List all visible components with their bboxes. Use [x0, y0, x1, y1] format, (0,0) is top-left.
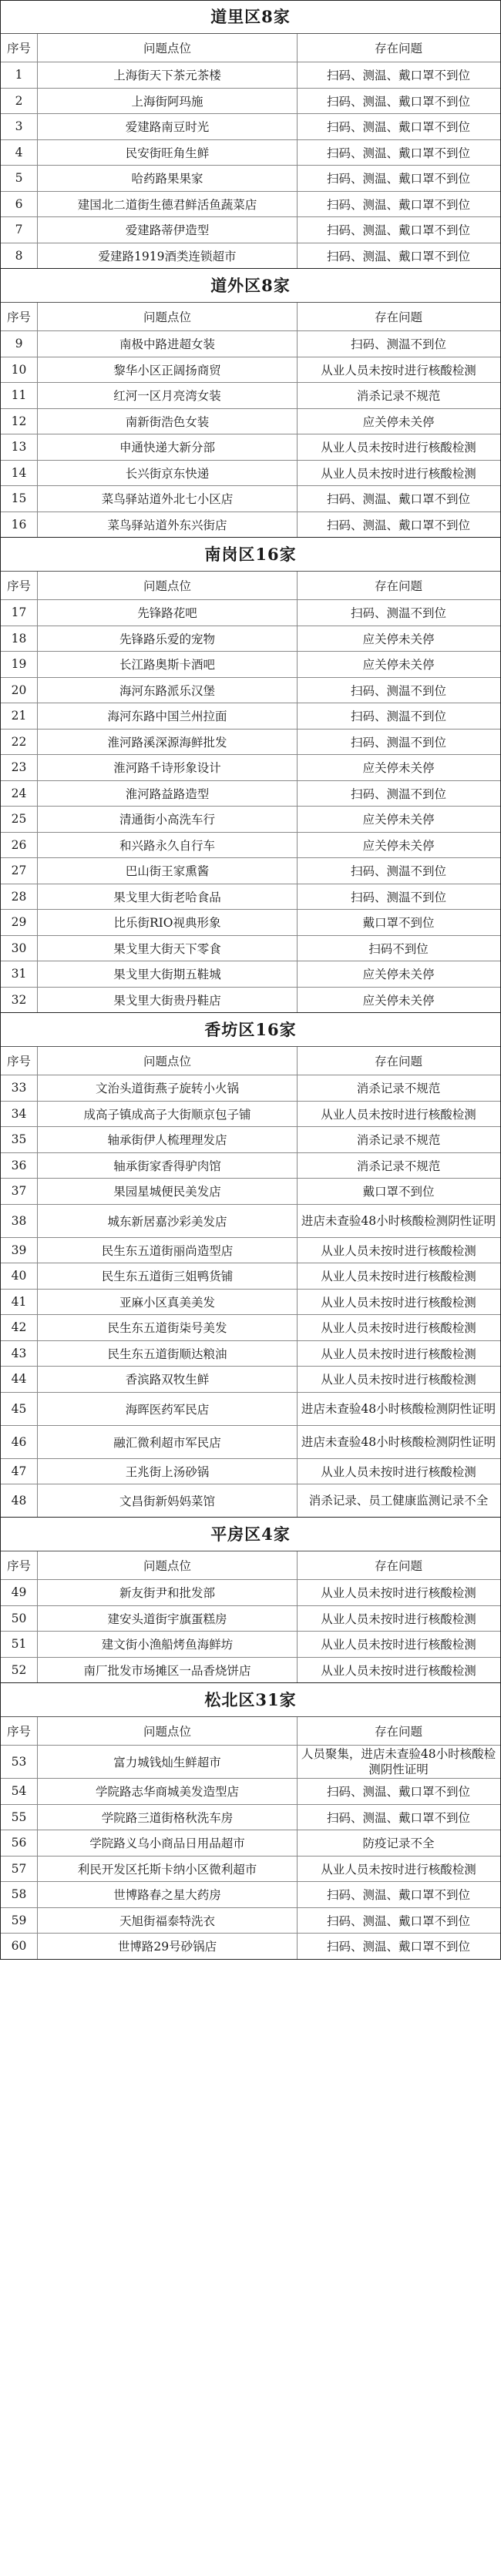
row-number: 32 — [1, 988, 38, 1013]
header-no: 序号 — [1, 572, 38, 599]
problem-description: 消杀记录不规范 — [356, 1133, 441, 1148]
row-number: 42 — [1, 1315, 38, 1340]
problem-location: 学院路义乌小商品日用品超市 — [38, 1830, 298, 1856]
table-row — [1, 1102, 500, 1128]
problem-description: 从业人员未按时进行核酸检测 — [321, 441, 476, 455]
problem-description: 从业人员未按时进行核酸检测 — [321, 466, 476, 481]
problem-location: 建国北二道街生德君鲜活鱼蔬菜店 — [38, 192, 298, 217]
row-number: 55 — [1, 1805, 38, 1830]
table-row — [1, 1290, 500, 1316]
problem-location: 文治头道街燕子旋转小火锅 — [38, 1075, 298, 1101]
problem-description: 从业人员未按时进行核酸检测 — [321, 1243, 476, 1258]
table-row — [1, 1459, 500, 1485]
district-section — [0, 1517, 501, 1682]
header-no: 序号 — [1, 1717, 38, 1745]
problem-description: 扫码、测温不到位 — [350, 337, 446, 352]
row-number: 21 — [1, 703, 38, 729]
row-number: 51 — [1, 1632, 38, 1657]
district-section — [0, 1682, 501, 1960]
problem-location: 南极中路进超女装 — [38, 331, 298, 357]
row-number: 6 — [1, 192, 38, 217]
table-row — [1, 331, 500, 357]
problem-location: 果园星城便民美发店 — [38, 1179, 298, 1204]
problem-location: 上海街阿玛施 — [38, 89, 298, 114]
row-number: 30 — [1, 936, 38, 961]
header-issue: 存在问题 — [374, 1725, 422, 1739]
problem-description: 从业人员未按时进行核酸检测 — [321, 1321, 476, 1336]
table-row — [1, 62, 500, 89]
problem-location: 南新街浩色女装 — [38, 409, 298, 434]
header-row — [1, 572, 500, 600]
problem-description: 消杀记录不规范 — [356, 1159, 441, 1173]
problem-description: 扫码、测温不到位 — [350, 606, 446, 621]
district-section — [0, 268, 501, 537]
problem-location: 新友街尹和批发部 — [38, 1580, 298, 1605]
row-number: 39 — [1, 1238, 38, 1263]
problem-location: 哈药路果果家 — [38, 166, 298, 191]
problem-location: 海河东路中国兰州拉面 — [38, 703, 298, 729]
table-row — [1, 884, 500, 911]
problem-location: 南厂批发市场摊区一品香烧饼店 — [38, 1658, 298, 1683]
row-number: 48 — [1, 1484, 38, 1517]
problem-description: 进店未查验48小时核酸检测阴性证明 — [301, 1401, 496, 1416]
problem-description: 扫码、测温、戴口罩不到位 — [326, 1888, 470, 1903]
problem-location: 淮河路益路造型 — [38, 781, 298, 807]
table-row — [1, 858, 500, 884]
row-number: 3 — [1, 114, 38, 139]
problem-description: 扫码、测温、戴口罩不到位 — [326, 120, 470, 135]
row-number: 14 — [1, 461, 38, 486]
row-number: 49 — [1, 1580, 38, 1605]
row-number: 18 — [1, 626, 38, 652]
table-row — [1, 1263, 500, 1290]
row-number: 27 — [1, 858, 38, 884]
row-number: 57 — [1, 1857, 38, 1882]
row-number: 31 — [1, 961, 38, 987]
problem-description: 进店未查验48小时核酸检测阴性证明 — [301, 1434, 496, 1449]
table-row — [1, 703, 500, 730]
problem-description: 应关停未关停 — [362, 632, 435, 646]
problem-location: 民生东五道街顺达粮油 — [38, 1341, 298, 1367]
problem-description: 应关停未关停 — [362, 968, 435, 982]
header-place: 问题点位 — [38, 34, 298, 62]
table-row — [1, 357, 500, 384]
table-row — [1, 383, 500, 409]
header-no: 序号 — [1, 1551, 38, 1579]
table-row — [1, 1746, 500, 1779]
problem-location: 上海街天下茶元茶楼 — [38, 62, 298, 88]
table-row — [1, 1484, 500, 1517]
problem-description: 应关停未关停 — [362, 658, 435, 673]
row-number: 24 — [1, 781, 38, 807]
problem-description: 从业人员未按时进行核酸检测 — [321, 1862, 476, 1877]
problem-description: 从业人员未按时进行核酸检测 — [321, 1586, 476, 1601]
problem-location: 淮河路千诗形象设计 — [38, 755, 298, 780]
problem-description: 扫码、测温不到位 — [350, 864, 446, 879]
section-title: 南岗区16家 — [1, 538, 500, 572]
section-title: 松北区31家 — [1, 1683, 500, 1717]
problem-location: 爱建路1919酒类连锁超市 — [38, 243, 298, 269]
table-row — [1, 1606, 500, 1632]
problem-description: 从业人员未按时进行核酸检测 — [321, 363, 476, 377]
table-row — [1, 1238, 500, 1264]
row-number: 52 — [1, 1658, 38, 1683]
table-row — [1, 1075, 500, 1102]
table-row — [1, 1179, 500, 1205]
header-no: 序号 — [1, 303, 38, 330]
problem-location: 民生东五道街柒号美发 — [38, 1315, 298, 1340]
district-section — [0, 537, 501, 1012]
table-row — [1, 807, 500, 833]
problem-location: 海晖医药军民店 — [38, 1393, 298, 1425]
table-row — [1, 1830, 500, 1857]
problem-description: 从业人员未按时进行核酸检测 — [321, 1464, 476, 1479]
table-row — [1, 1315, 500, 1341]
row-number: 59 — [1, 1908, 38, 1934]
row-number: 44 — [1, 1367, 38, 1392]
row-number: 2 — [1, 89, 38, 114]
problem-description: 戴口罩不到位 — [362, 916, 435, 931]
header-no: 序号 — [1, 34, 38, 62]
problem-location: 长兴街京东快递 — [38, 461, 298, 486]
row-number: 60 — [1, 1934, 38, 1959]
problem-location: 先锋路花吧 — [38, 600, 298, 626]
problem-description: 扫码、测温、戴口罩不到位 — [326, 492, 470, 507]
problem-description: 扫码、测温、戴口罩不到位 — [326, 146, 470, 160]
problem-location: 果戈里大街天下零食 — [38, 936, 298, 961]
problem-description: 从业人员未按时进行核酸检测 — [321, 1347, 476, 1361]
problem-description: 从业人员未按时进行核酸检测 — [321, 1373, 476, 1387]
row-number: 53 — [1, 1746, 38, 1778]
row-number: 43 — [1, 1341, 38, 1367]
problem-description: 扫码、测温不到位 — [350, 709, 446, 724]
table-row — [1, 1153, 500, 1179]
header-issue: 存在问题 — [374, 42, 422, 55]
row-number: 58 — [1, 1882, 38, 1907]
problem-description: 扫码、测温不到位 — [350, 735, 446, 750]
problem-location: 果戈里大街期五鞋城 — [38, 961, 298, 987]
problem-description: 从业人员未按时进行核酸检测 — [321, 1107, 476, 1122]
problem-location: 清通街小高洗车行 — [38, 807, 298, 832]
row-number: 47 — [1, 1459, 38, 1484]
problem-description: 扫码、测温、戴口罩不到位 — [326, 94, 470, 109]
problem-location: 黎华小区正阔扬商贸 — [38, 357, 298, 383]
table-row — [1, 1127, 500, 1153]
problem-location: 爱建路南豆时光 — [38, 114, 298, 139]
row-number: 37 — [1, 1179, 38, 1204]
row-number: 1 — [1, 62, 38, 88]
table-row — [1, 781, 500, 807]
row-number: 56 — [1, 1830, 38, 1856]
table-row — [1, 1632, 500, 1658]
problem-location: 融汇微利超市军民店 — [38, 1426, 298, 1458]
problem-description: 扫码、测温不到位 — [350, 890, 446, 904]
table-row — [1, 1934, 500, 1959]
row-number: 10 — [1, 357, 38, 383]
problem-location: 轴承街伊人梳理理发店 — [38, 1127, 298, 1152]
row-number: 33 — [1, 1075, 38, 1101]
row-number: 11 — [1, 383, 38, 408]
row-number: 28 — [1, 884, 38, 910]
problem-location: 淮河路溪深源海鲜批发 — [38, 730, 298, 755]
row-number: 26 — [1, 833, 38, 858]
table-row — [1, 833, 500, 859]
problem-description: 从业人员未按时进行核酸检测 — [321, 1612, 476, 1626]
problem-description: 扫码、测温、戴口罩不到位 — [326, 249, 470, 263]
table-row — [1, 988, 500, 1013]
header-place: 问题点位 — [38, 572, 298, 599]
problem-location: 文昌街新妈妈菜馆 — [38, 1484, 298, 1517]
section-title: 道外区8家 — [1, 269, 500, 303]
table-row — [1, 961, 500, 988]
problem-description: 消杀记录不规范 — [356, 389, 441, 404]
row-number: 34 — [1, 1102, 38, 1127]
problem-location: 城东新居嘉沙彩美发店 — [38, 1205, 298, 1237]
district-section — [0, 1012, 501, 1517]
problem-description: 从业人员未按时进行核酸检测 — [321, 1270, 476, 1284]
table-row — [1, 486, 500, 512]
table-row — [1, 678, 500, 704]
section-title: 香坊区16家 — [1, 1013, 500, 1047]
problem-location: 和兴路永久自行车 — [38, 833, 298, 858]
problem-description: 应关停未关停 — [362, 813, 435, 827]
row-number: 41 — [1, 1290, 38, 1315]
row-number: 4 — [1, 140, 38, 166]
problem-description: 扫码、测温不到位 — [350, 683, 446, 698]
problem-location: 亚麻小区真美美发 — [38, 1290, 298, 1315]
problem-description: 从业人员未按时进行核酸检测 — [321, 1638, 476, 1652]
problem-description: 扫码、测温、戴口罩不到位 — [326, 1810, 470, 1825]
problem-location: 民生东五道街三姐鸭货铺 — [38, 1263, 298, 1289]
table-row — [1, 192, 500, 218]
problem-location: 菜鸟驿站道外北七小区店 — [38, 486, 298, 512]
problem-location: 世博路29号砂锅店 — [38, 1934, 298, 1959]
problem-location: 轴承街家香得驴肉馆 — [38, 1153, 298, 1179]
problem-description: 应关停未关停 — [362, 993, 435, 1008]
section-title: 道里区8家 — [1, 1, 500, 34]
header-place: 问题点位 — [38, 1551, 298, 1579]
header-issue: 存在问题 — [374, 1559, 422, 1573]
row-number: 54 — [1, 1779, 38, 1804]
table-row — [1, 461, 500, 487]
problem-location: 先锋路乐爱的宠物 — [38, 626, 298, 652]
table-row — [1, 1908, 500, 1934]
row-number: 19 — [1, 652, 38, 677]
problem-location: 红河一区月亮湾女装 — [38, 383, 298, 408]
problem-description: 应关停未关停 — [362, 414, 435, 429]
table-row — [1, 409, 500, 435]
header-issue: 存在问题 — [374, 1055, 422, 1068]
problem-location: 王兆街上汤砂锅 — [38, 1459, 298, 1484]
problem-location: 民安街旺角生鲜 — [38, 140, 298, 166]
table-row — [1, 434, 500, 461]
row-number: 35 — [1, 1127, 38, 1152]
table-row — [1, 936, 500, 962]
header-issue: 存在问题 — [374, 579, 422, 593]
row-number: 8 — [1, 243, 38, 269]
district-section — [0, 0, 501, 268]
header-place: 问题点位 — [38, 1717, 298, 1745]
problem-location: 香滨路双牧生鲜 — [38, 1367, 298, 1392]
problem-description: 扫码不到位 — [368, 941, 429, 956]
problem-location: 民生东五道街丽尚造型店 — [38, 1238, 298, 1263]
header-issue: 存在问题 — [374, 310, 422, 324]
problem-location: 建安头道街宇旗蛋糕房 — [38, 1606, 298, 1632]
header-row — [1, 1047, 500, 1075]
table-row — [1, 1205, 500, 1238]
table-row — [1, 1658, 500, 1683]
row-number: 15 — [1, 486, 38, 512]
problem-location: 世博路春之星大药房 — [38, 1882, 298, 1907]
row-number: 45 — [1, 1393, 38, 1425]
table-row — [1, 1805, 500, 1831]
problem-location: 巴山街王家熏酱 — [38, 858, 298, 884]
problem-location: 比乐街RIO视典形象 — [38, 910, 298, 935]
problem-description: 扫码、测温、戴口罩不到位 — [326, 1785, 470, 1800]
header-row — [1, 34, 500, 62]
problem-description: 进店未查验48小时核酸检测阴性证明 — [301, 1213, 496, 1228]
table-row — [1, 730, 500, 756]
problem-location: 成高子镇成高子大街顺京包子铺 — [38, 1102, 298, 1127]
table-row — [1, 1882, 500, 1908]
row-number: 16 — [1, 512, 38, 538]
section-title: 平房区4家 — [1, 1518, 500, 1551]
problem-location: 申通快递大新分部 — [38, 434, 298, 460]
row-number: 25 — [1, 807, 38, 832]
problem-description: 从业人员未按时进行核酸检测 — [321, 1295, 476, 1310]
table-row — [1, 217, 500, 243]
table-row — [1, 626, 500, 652]
table-row — [1, 910, 500, 936]
table-row — [1, 1367, 500, 1393]
row-number: 50 — [1, 1606, 38, 1632]
table-row — [1, 1580, 500, 1606]
table-row — [1, 1426, 500, 1459]
problem-location: 学院路三道街格秋洗车房 — [38, 1805, 298, 1830]
table-row — [1, 243, 500, 269]
row-number: 17 — [1, 600, 38, 626]
table-row — [1, 512, 500, 538]
problem-location: 建文街小渔船烤鱼海鲜坊 — [38, 1632, 298, 1657]
table-row — [1, 652, 500, 678]
problem-description: 扫码、测温、戴口罩不到位 — [326, 1914, 470, 1928]
problem-description: 扫码、测温、戴口罩不到位 — [326, 518, 470, 532]
table-row — [1, 600, 500, 626]
problem-description: 扫码、测温、戴口罩不到位 — [326, 1940, 470, 1954]
row-number: 46 — [1, 1426, 38, 1458]
table-row — [1, 1779, 500, 1805]
problem-description: 应关停未关停 — [362, 838, 435, 853]
row-number: 29 — [1, 910, 38, 935]
problem-description: 防疫记录不全 — [362, 1836, 435, 1851]
problem-description: 扫码、测温、戴口罩不到位 — [326, 223, 470, 238]
problem-description: 人员聚集，进店未查验48小时核酸检测阴性证明 — [301, 1747, 496, 1776]
table-row — [1, 755, 500, 781]
row-number: 20 — [1, 678, 38, 703]
problem-description: 消杀记录、员工健康监测记录不全 — [308, 1494, 489, 1508]
problem-description: 消杀记录不规范 — [356, 1082, 441, 1096]
header-row — [1, 303, 500, 331]
table-row — [1, 166, 500, 192]
problem-location: 学院路志华商城美发造型店 — [38, 1779, 298, 1804]
row-number: 12 — [1, 409, 38, 434]
problem-location: 果戈里大街老哈食品 — [38, 884, 298, 910]
row-number: 13 — [1, 434, 38, 460]
header-place: 问题点位 — [38, 1047, 298, 1075]
problem-location: 果戈里大街贵丹鞋店 — [38, 988, 298, 1013]
table-row — [1, 140, 500, 166]
problem-location: 天旭街福泰特洗衣 — [38, 1908, 298, 1934]
row-number: 9 — [1, 331, 38, 357]
table-row — [1, 1393, 500, 1426]
table-row — [1, 1341, 500, 1367]
row-number: 23 — [1, 755, 38, 780]
row-number: 40 — [1, 1263, 38, 1289]
problem-location: 长江路奥斯卡酒吧 — [38, 652, 298, 677]
problem-description: 扫码、测温、戴口罩不到位 — [326, 172, 470, 186]
problem-description: 扫码、测温、戴口罩不到位 — [326, 69, 470, 83]
row-number: 36 — [1, 1153, 38, 1179]
problem-location: 海河东路派乐汉堡 — [38, 678, 298, 703]
problem-description: 扫码、测温、戴口罩不到位 — [326, 197, 470, 212]
table-row — [1, 114, 500, 140]
table-row — [1, 1857, 500, 1883]
row-number: 38 — [1, 1205, 38, 1237]
problem-description: 戴口罩不到位 — [362, 1185, 435, 1199]
header-row — [1, 1717, 500, 1746]
problem-location: 富力城钱灿生鲜超市 — [38, 1746, 298, 1778]
header-row — [1, 1551, 500, 1580]
problem-location: 利民开发区托斯卡纳小区微利超市 — [38, 1857, 298, 1882]
problem-description: 从业人员未按时进行核酸检测 — [321, 1663, 476, 1678]
problem-location: 爱建路蒂伊造型 — [38, 217, 298, 243]
table-row — [1, 89, 500, 115]
problem-description: 应关停未关停 — [362, 761, 435, 776]
problem-description: 扫码、测温不到位 — [350, 787, 446, 801]
row-number: 7 — [1, 217, 38, 243]
row-number: 22 — [1, 730, 38, 755]
row-number: 5 — [1, 166, 38, 191]
problem-location: 菜鸟驿站道外东兴街店 — [38, 512, 298, 538]
header-place: 问题点位 — [38, 303, 298, 330]
header-no: 序号 — [1, 1047, 38, 1075]
